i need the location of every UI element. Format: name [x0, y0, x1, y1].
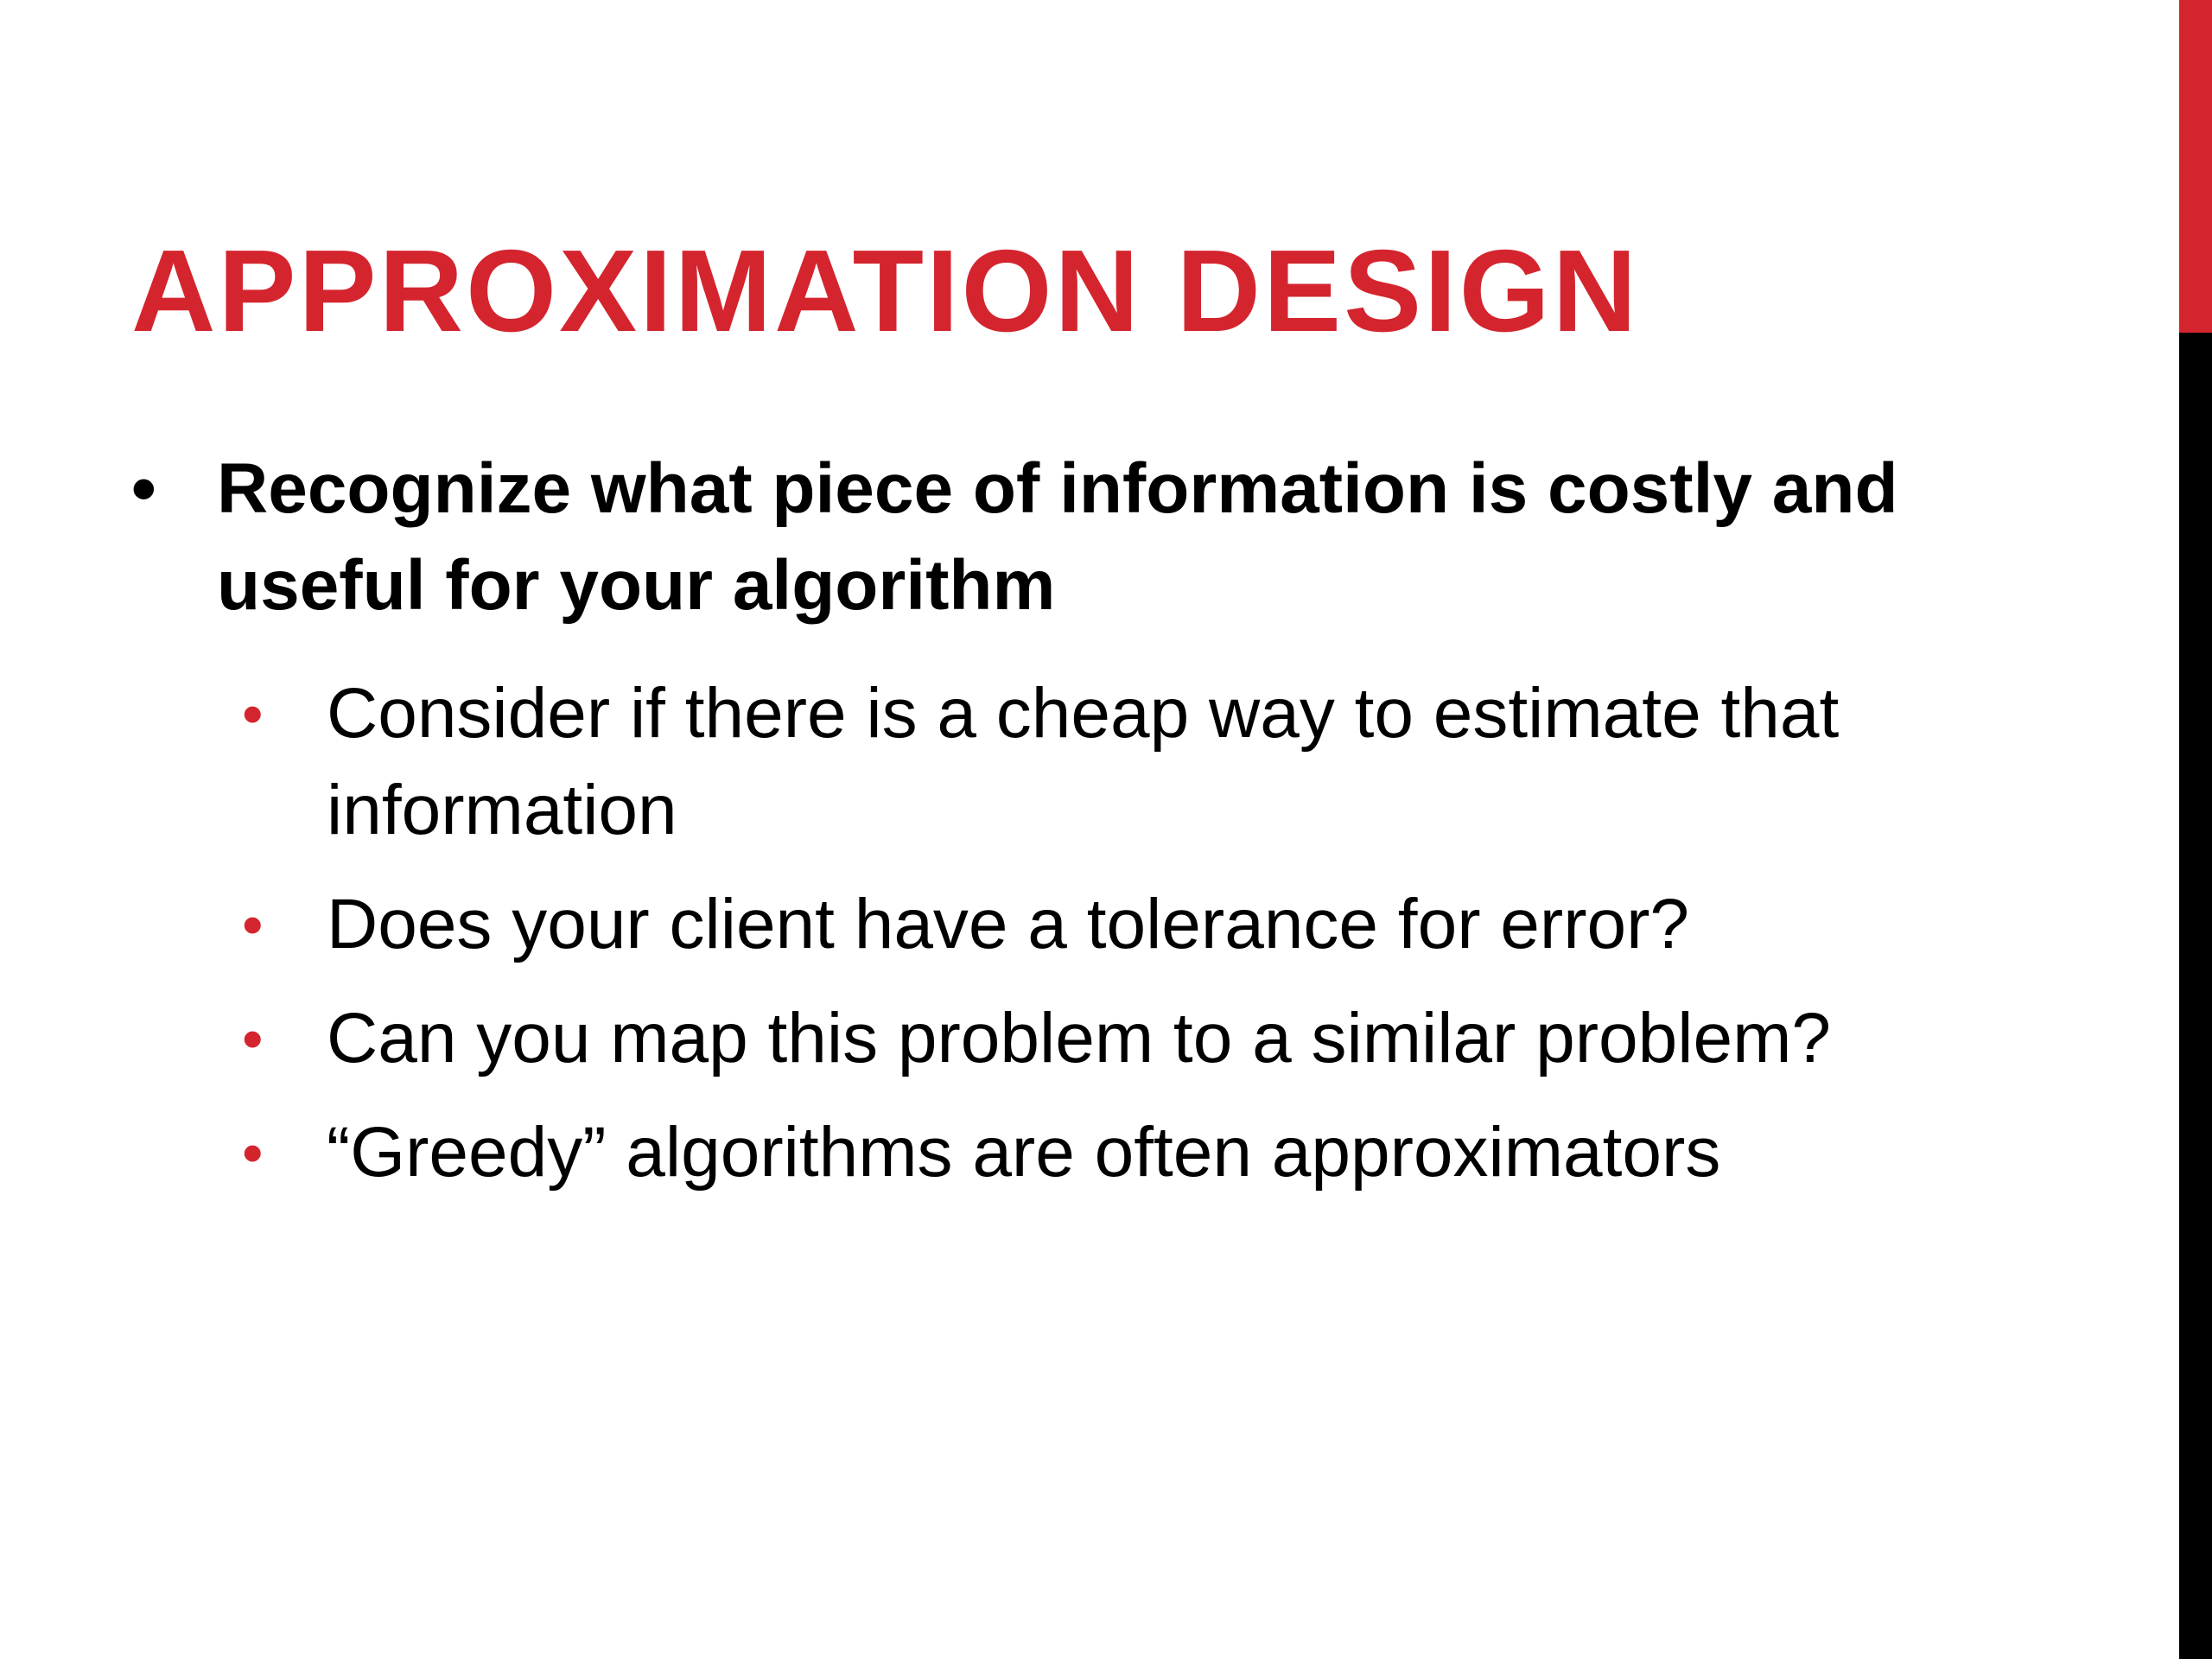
- sub-bullet-text: Does your client have a tolerance for error?: [327, 885, 1690, 963]
- sub-bullet-text: “Greedy” algorithms are often approximators: [327, 1113, 1721, 1192]
- sub-bullet-list: [242, 665, 2022, 1218]
- sub-bullet-item: [242, 665, 2022, 859]
- slide-title: APPROXIMATION DESIGN: [131, 226, 1640, 356]
- sub-bullet-marker: •: [242, 1005, 264, 1072]
- edge-bar-accent: [2179, 0, 2212, 333]
- sub-bullet-text: Consider if there is a cheap way to estimate that information: [327, 674, 1840, 849]
- sub-bullet-text: Can you map this problem to a similar problem?: [327, 999, 1831, 1077]
- sub-bullet-item: [242, 876, 2022, 973]
- main-bullet-text: Recognize what piece of information is costly and useful for your algorithm: [217, 449, 1898, 625]
- sub-bullet-item: [242, 1104, 2022, 1201]
- main-bullet-marker: •: [131, 449, 156, 528]
- edge-bar-dark: [2179, 333, 2212, 1659]
- edge-bar: [2179, 0, 2212, 1659]
- sub-bullet-marker: •: [242, 891, 264, 958]
- sub-bullet-marker: •: [242, 680, 264, 747]
- sub-bullet-item: [242, 990, 2022, 1087]
- sub-bullet-marker: •: [242, 1119, 264, 1186]
